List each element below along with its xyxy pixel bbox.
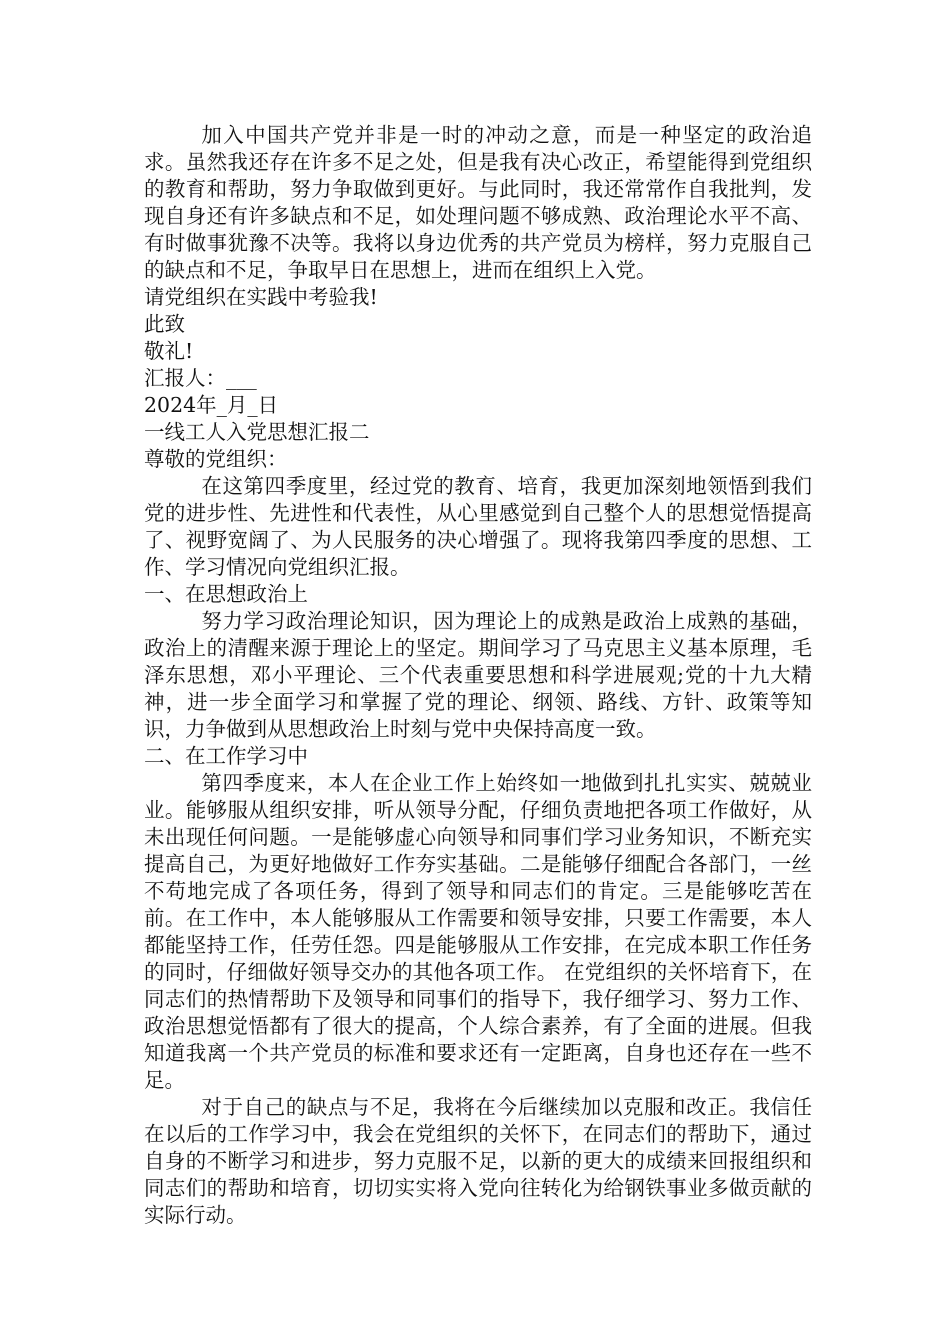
line-request-test: 请党组织在实践中考验我! — [144, 285, 378, 309]
line-salutation-cizhi: 此致 — [144, 312, 185, 336]
section-title-report-two: 一线工人入党思想汇报二 — [144, 420, 370, 444]
paragraph-political-study: 努力学习政治理论知识，因为理论上的成熟是政治上成熟的基础，政治上的清醒来源于理论上的坚定。期间学习了马克思主义基本原理，毛泽东思想，邓小平理论、三个代表重要思想和科学进展观;党的十九大精神，进一步全面学习和掌握了党的理论、纲领、路线、方针、政策等知识，力争做到从思想政治上时刻与党中央保持高度一致。 — [144, 609, 812, 741]
line-greeting: 尊敬的党组织： — [144, 447, 288, 471]
line-salutation-jingli: 敬礼! — [144, 339, 194, 363]
document-body — [144, 122, 812, 1229]
heading-political-thought: 一、在思想政治上 — [144, 582, 308, 606]
heading-work-study: 二、在工作学习中 — [144, 744, 308, 768]
paragraph-resolve: 加入中国共产党并非是一时的冲动之意，而是一种坚定的政治追求。虽然我还存在许多不足之处，但是我有决心改正，希望能得到党组织的教育和帮助，努力争取做到更好。与此同时，我还常常作自我批判，发现自身还有许多缺点和不足，如处理问题不够成熟、政治理论水平不高、有时做事犹豫不决等。我将以身边优秀的共产党员为榜样，努力克服自己的缺点和不足，争取早日在思想上，进而在组织上入党。 — [144, 123, 812, 282]
paragraph-intro: 在这第四季度里，经过党的教育、培育，我更加深刻地领悟到我们党的进步性、先进性和代表性，从心里感觉到自己整个人的思想觉悟提高了、视野宽阔了、为人民服务的决心增强了。现将我第四季度的思想、工作、学习情况向党组织汇报。 — [144, 474, 812, 579]
line-reporter: 汇报人：___ — [144, 366, 257, 390]
paragraph-work-performance: 第四季度来，本人在企业工作上始终如一地做到扎扎实实、兢兢业业。能够服从组织安排，听从领导分配，仔细负责地把各项工作做好，从未出现任何问题。一是能够虚心向领导和同事们学习业务知识，不断充实提高自己，为更好地做好工作夯实基础。二是能够仔细配合各部门，一丝不苟地完成了各项任务，得到了领导和同志们的肯定。三是能够吃苦在前。在工作中，本人能够服从工作需要和领导安排，只要工作需要，本人都能坚持工作，任劳任怨。四是能够服从工作安排，在完成本职工作任务的同时，仔细做好领导交办的其他各项工作。 在党组织的关怀培育下，在同志们的热情帮助下及领导和同事们的指导下，我仔细学习、努力工作、政治思想觉悟都有了很大的提高，个人综合素养，有了全面的进展。但我知道我离一个共产党员的标准和要求还有一定距离，自身也还存在一些不足。 — [144, 771, 812, 1092]
paragraph-improvement: 对于自己的缺点与不足，我将在今后继续加以克服和改正。我信任在以后的工作学习中，我会在党组织的关怀下，在同志们的帮助下，通过自身的不断学习和进步，努力克服不足，以新的更大的成绩来回报组织和同志们的帮助和培育，切切实实将入党向往转化为给钢铁事业多做贡献的实际行动。 — [144, 1095, 812, 1227]
line-date: 2024年_月_日 — [144, 393, 279, 417]
